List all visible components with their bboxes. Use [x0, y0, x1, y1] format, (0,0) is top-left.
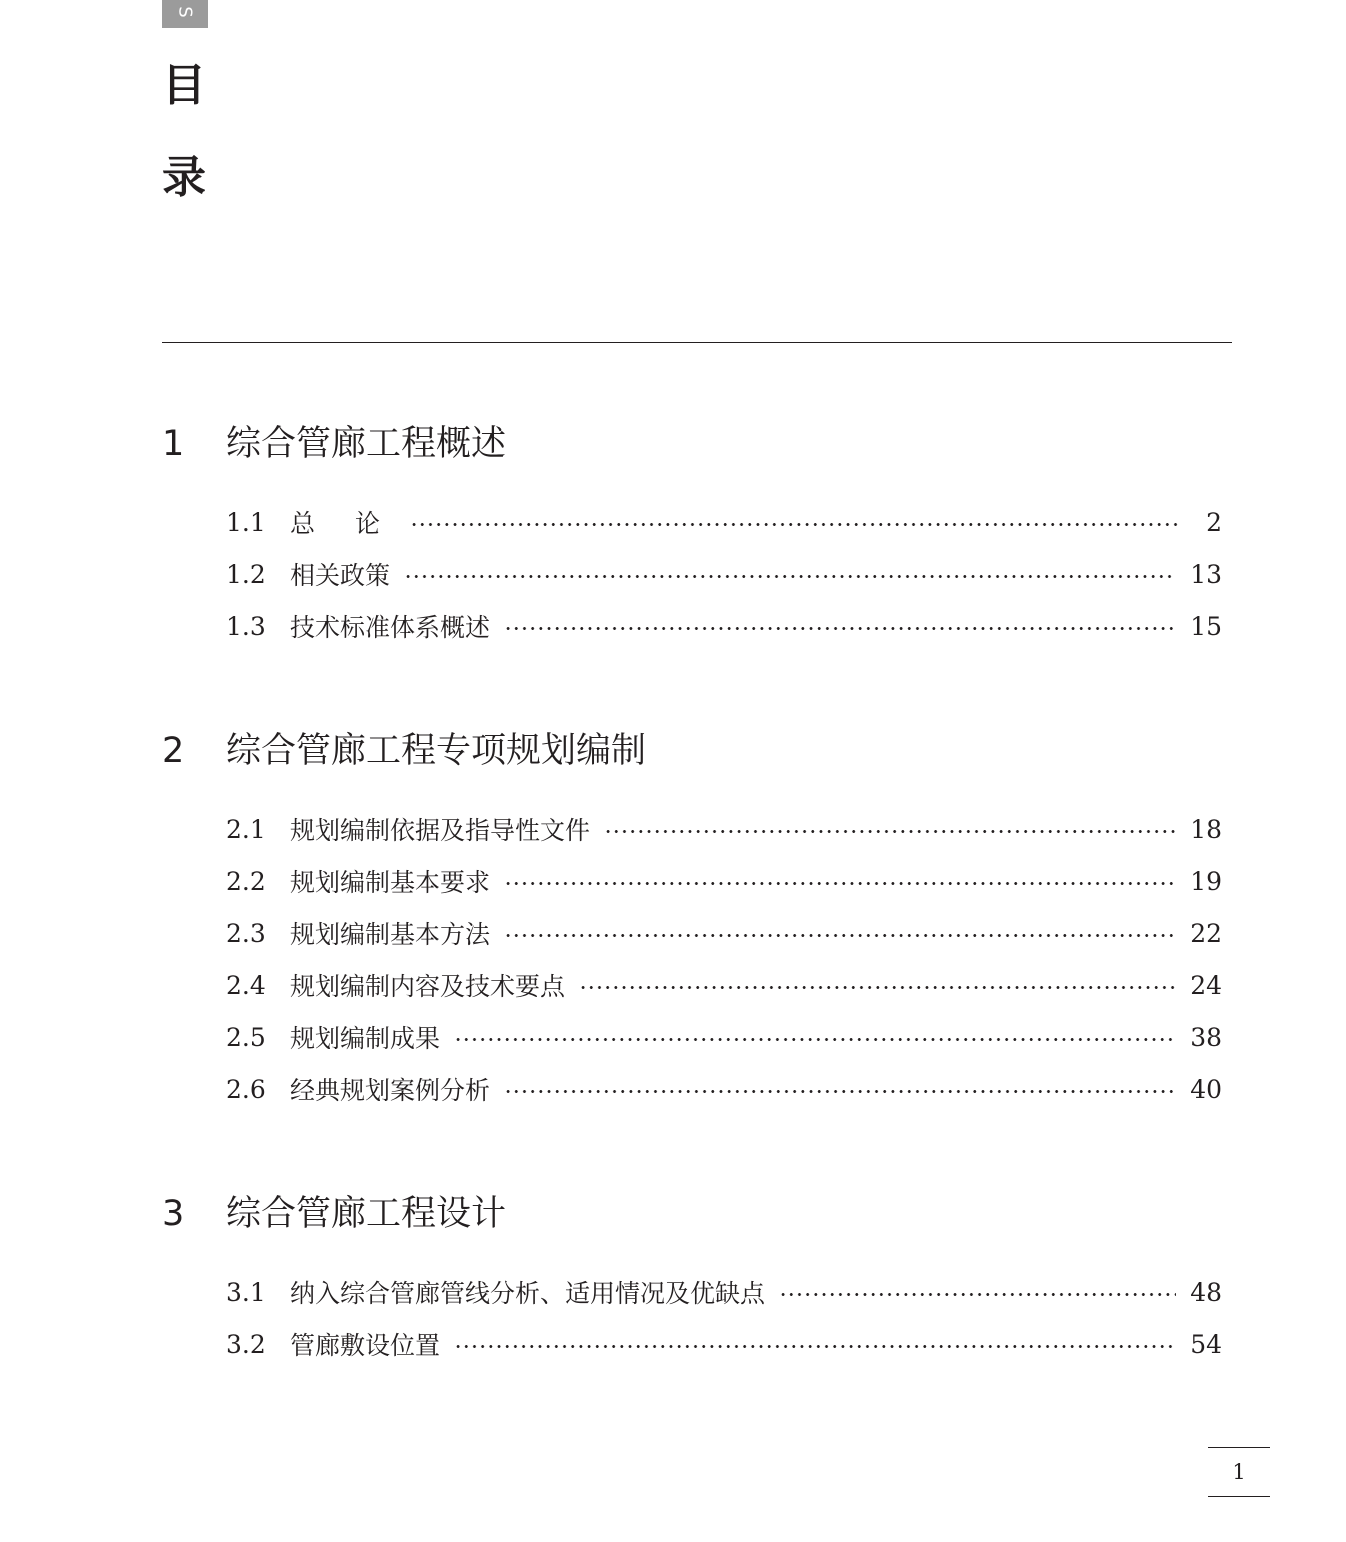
chapter-title[interactable] [162, 1184, 1232, 1244]
entry-page-number: 40 [1190, 1074, 1222, 1104]
entry-title: 规划编制成果 [290, 1024, 441, 1053]
dot-leader [410, 523, 1180, 526]
entry-title: 规划编制基本方法 [290, 920, 491, 949]
entry-page-number: 54 [1190, 1329, 1222, 1359]
entry-title: 技术标准体系概述 [290, 613, 491, 642]
entry-title: 规划编制基本要求 [290, 868, 491, 897]
toc-entry[interactable] [162, 496, 1232, 548]
dot-leader [779, 1293, 1176, 1296]
toc-entry[interactable] [162, 600, 1232, 652]
chapter-title[interactable] [162, 721, 1232, 781]
entry-number: 3.1 [226, 1277, 266, 1307]
entry-title: 纳入综合管廊管线分析、适用情况及优缺点 [290, 1279, 766, 1308]
toc-heading [162, 40, 222, 224]
toc-entry[interactable] [162, 1266, 1232, 1318]
dot-leader [604, 830, 1176, 833]
entry-page-number: 48 [1190, 1277, 1222, 1307]
toc-entry[interactable] [162, 907, 1232, 959]
chapter-title-text: 综合管廊工程设计 [226, 1194, 507, 1234]
toc-entry[interactable] [162, 548, 1232, 600]
chapter-title-text: 综合管廊工程专项规划编制 [226, 731, 647, 771]
entry-title: 规划编制内容及技术要点 [290, 972, 566, 1001]
entry-page-number: 2 [1206, 507, 1222, 537]
dot-leader [504, 1090, 1176, 1093]
dot-leader [454, 1038, 1176, 1041]
dot-leader [454, 1345, 1176, 1348]
dot-leader [504, 882, 1176, 885]
toc-entry[interactable] [162, 803, 1232, 855]
dot-leader [504, 934, 1176, 937]
chapter-number: 3 [162, 1194, 185, 1234]
entry-page-number: 38 [1190, 1022, 1222, 1052]
chapter-title[interactable] [162, 414, 1232, 474]
chapter-entries [162, 803, 1232, 1115]
entry-page-number: 19 [1190, 866, 1222, 896]
chapter-number: 1 [162, 424, 185, 464]
page-number: 1 [1232, 1460, 1246, 1484]
toc-entry[interactable] [162, 855, 1232, 907]
entry-number: 2.1 [226, 814, 266, 844]
entry-page-number: 15 [1190, 611, 1222, 641]
chapter-entries [162, 496, 1232, 652]
entry-number: 1.3 [226, 611, 266, 641]
side-tab-marker [162, 0, 208, 28]
entry-page-number: 24 [1190, 970, 1222, 1000]
entry-number: 1.1 [226, 507, 266, 537]
chapter-title-text: 综合管廊工程概述 [226, 424, 507, 464]
entry-page-number: 18 [1190, 814, 1222, 844]
entry-number: 2.4 [226, 970, 266, 1000]
footer-rule-bottom [1208, 1496, 1270, 1497]
chapter-number: 2 [162, 731, 185, 771]
entry-title: 管廊敷设位置 [290, 1331, 441, 1360]
side-tab-text: S [175, 6, 196, 18]
entry-number: 2.5 [226, 1022, 266, 1052]
dot-leader [504, 627, 1176, 630]
entry-number: 1.2 [226, 559, 266, 589]
toc-entry[interactable] [162, 1063, 1232, 1115]
dot-leader [579, 986, 1176, 989]
dot-leader [404, 575, 1176, 578]
entry-title: 相关政策 [290, 561, 391, 590]
toc-entry[interactable] [162, 959, 1232, 1011]
entry-title: 经典规划案例分析 [290, 1076, 491, 1105]
entry-title: 总 论 [290, 509, 396, 538]
chapter-entries [162, 1266, 1232, 1370]
toc-heading-char-1: 目 [162, 60, 206, 111]
toc-entry[interactable] [162, 1318, 1232, 1370]
entry-number: 3.2 [226, 1329, 266, 1359]
footer-rule-top [1208, 1447, 1270, 1448]
entry-number: 2.6 [226, 1074, 266, 1104]
toc-heading-char-2: 录 [162, 152, 206, 203]
entry-page-number: 13 [1190, 559, 1222, 589]
chapter-3 [162, 1184, 1232, 1370]
heading-divider [162, 342, 1232, 343]
entry-title: 规划编制依据及指导性文件 [290, 816, 591, 845]
entry-number: 2.3 [226, 918, 266, 948]
entry-page-number: 22 [1190, 918, 1222, 948]
toc-entry[interactable] [162, 1011, 1232, 1063]
chapter-1 [162, 414, 1232, 652]
entry-number: 2.2 [226, 866, 266, 896]
chapter-2 [162, 721, 1232, 1115]
